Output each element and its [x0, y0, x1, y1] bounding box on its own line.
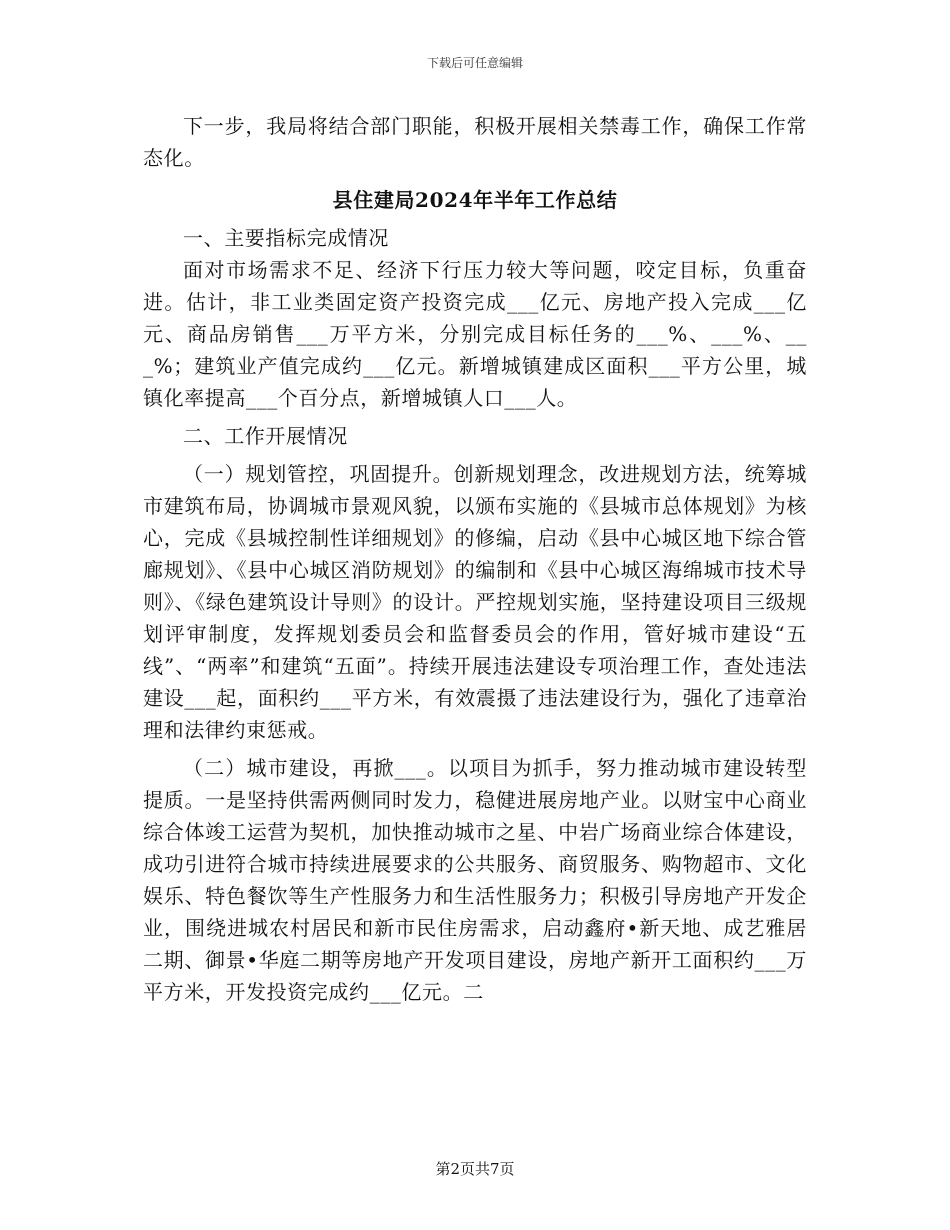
page-number: 第2页共7页	[435, 1160, 515, 1178]
document-body	[143, 110, 807, 1008]
planning-paragraph: （一）规划管控，巩固提升。创新规划理念，改进规划方法，统筹城市建筑布局，协调城市景观风貌，以颁布实施的《县城市总体规划》为核心，完成《县城控制性详细规划》的修编，启动《县中心城区地下综合管廊规划》、《县中心城区消防规划》的编制和《县中心城区海绵城市技术导则》、《绿色建筑设计导则》的设计。严控规划实施，坚持建设项目三级规划评审制度，发挥规划委员会和监督委员会的作用，管好城市建设“五线”、“两率”和建筑“五面”。持续开展违法建设专项治理工作，查处违法建设___起，面积约___平方米，有效震摄了违法建设行为，强化了违章治理和法律约束惩戒。	[143, 462, 807, 742]
construction-paragraph: （二）城市建设，再掀___。以项目为抓手，努力推动城市建设转型提质。一是坚持供需两侧同时发力，稳健进展房地产业。以财宝中心商业综合体竣工运营为契机，加快推动城市之星、中岩广场商业综合体建设，成功引进符合城市持续进展要求的公共服务、商贸服务、购物超市、文化娱乐、特色餐饮等生产性服务力和生活性服务力；积极引导房地产开发企业，围绕进城农村居民和新市民住房需求，启动鑫府•新天地、成艺雅居二期、御景•华庭二期等房地产开发项目建设，房地产新开工面积约___万平方米，开发投资完成约___亿元。二	[143, 756, 807, 1004]
page-header-note: 下载后可任意编辑	[426, 56, 523, 70]
section-heading-indicators: 一、主要指标完成情况	[183, 226, 389, 250]
intro-paragraph: 下一步，我局将结合部门职能，积极开展相关禁毒工作，确保工作常态化。	[143, 114, 807, 170]
section-heading-work: 二、工作开展情况	[183, 424, 348, 448]
indicators-paragraph: 面对市场需求不足、经济下行压力较大等问题，咬定目标，负重奋进。估计，非工业类固定资产投资完成___亿元、房地产投入完成___亿元、商品房销售___万平方米，分别完成目标任务的___%、___%、___%；建筑业产值完成约___亿元。新增城镇建成区面积___平方公里，城镇化率提高___个百分点，新增城镇人口___人。	[143, 258, 807, 410]
document-title: 县住建局2024年半年工作总结	[332, 188, 618, 212]
